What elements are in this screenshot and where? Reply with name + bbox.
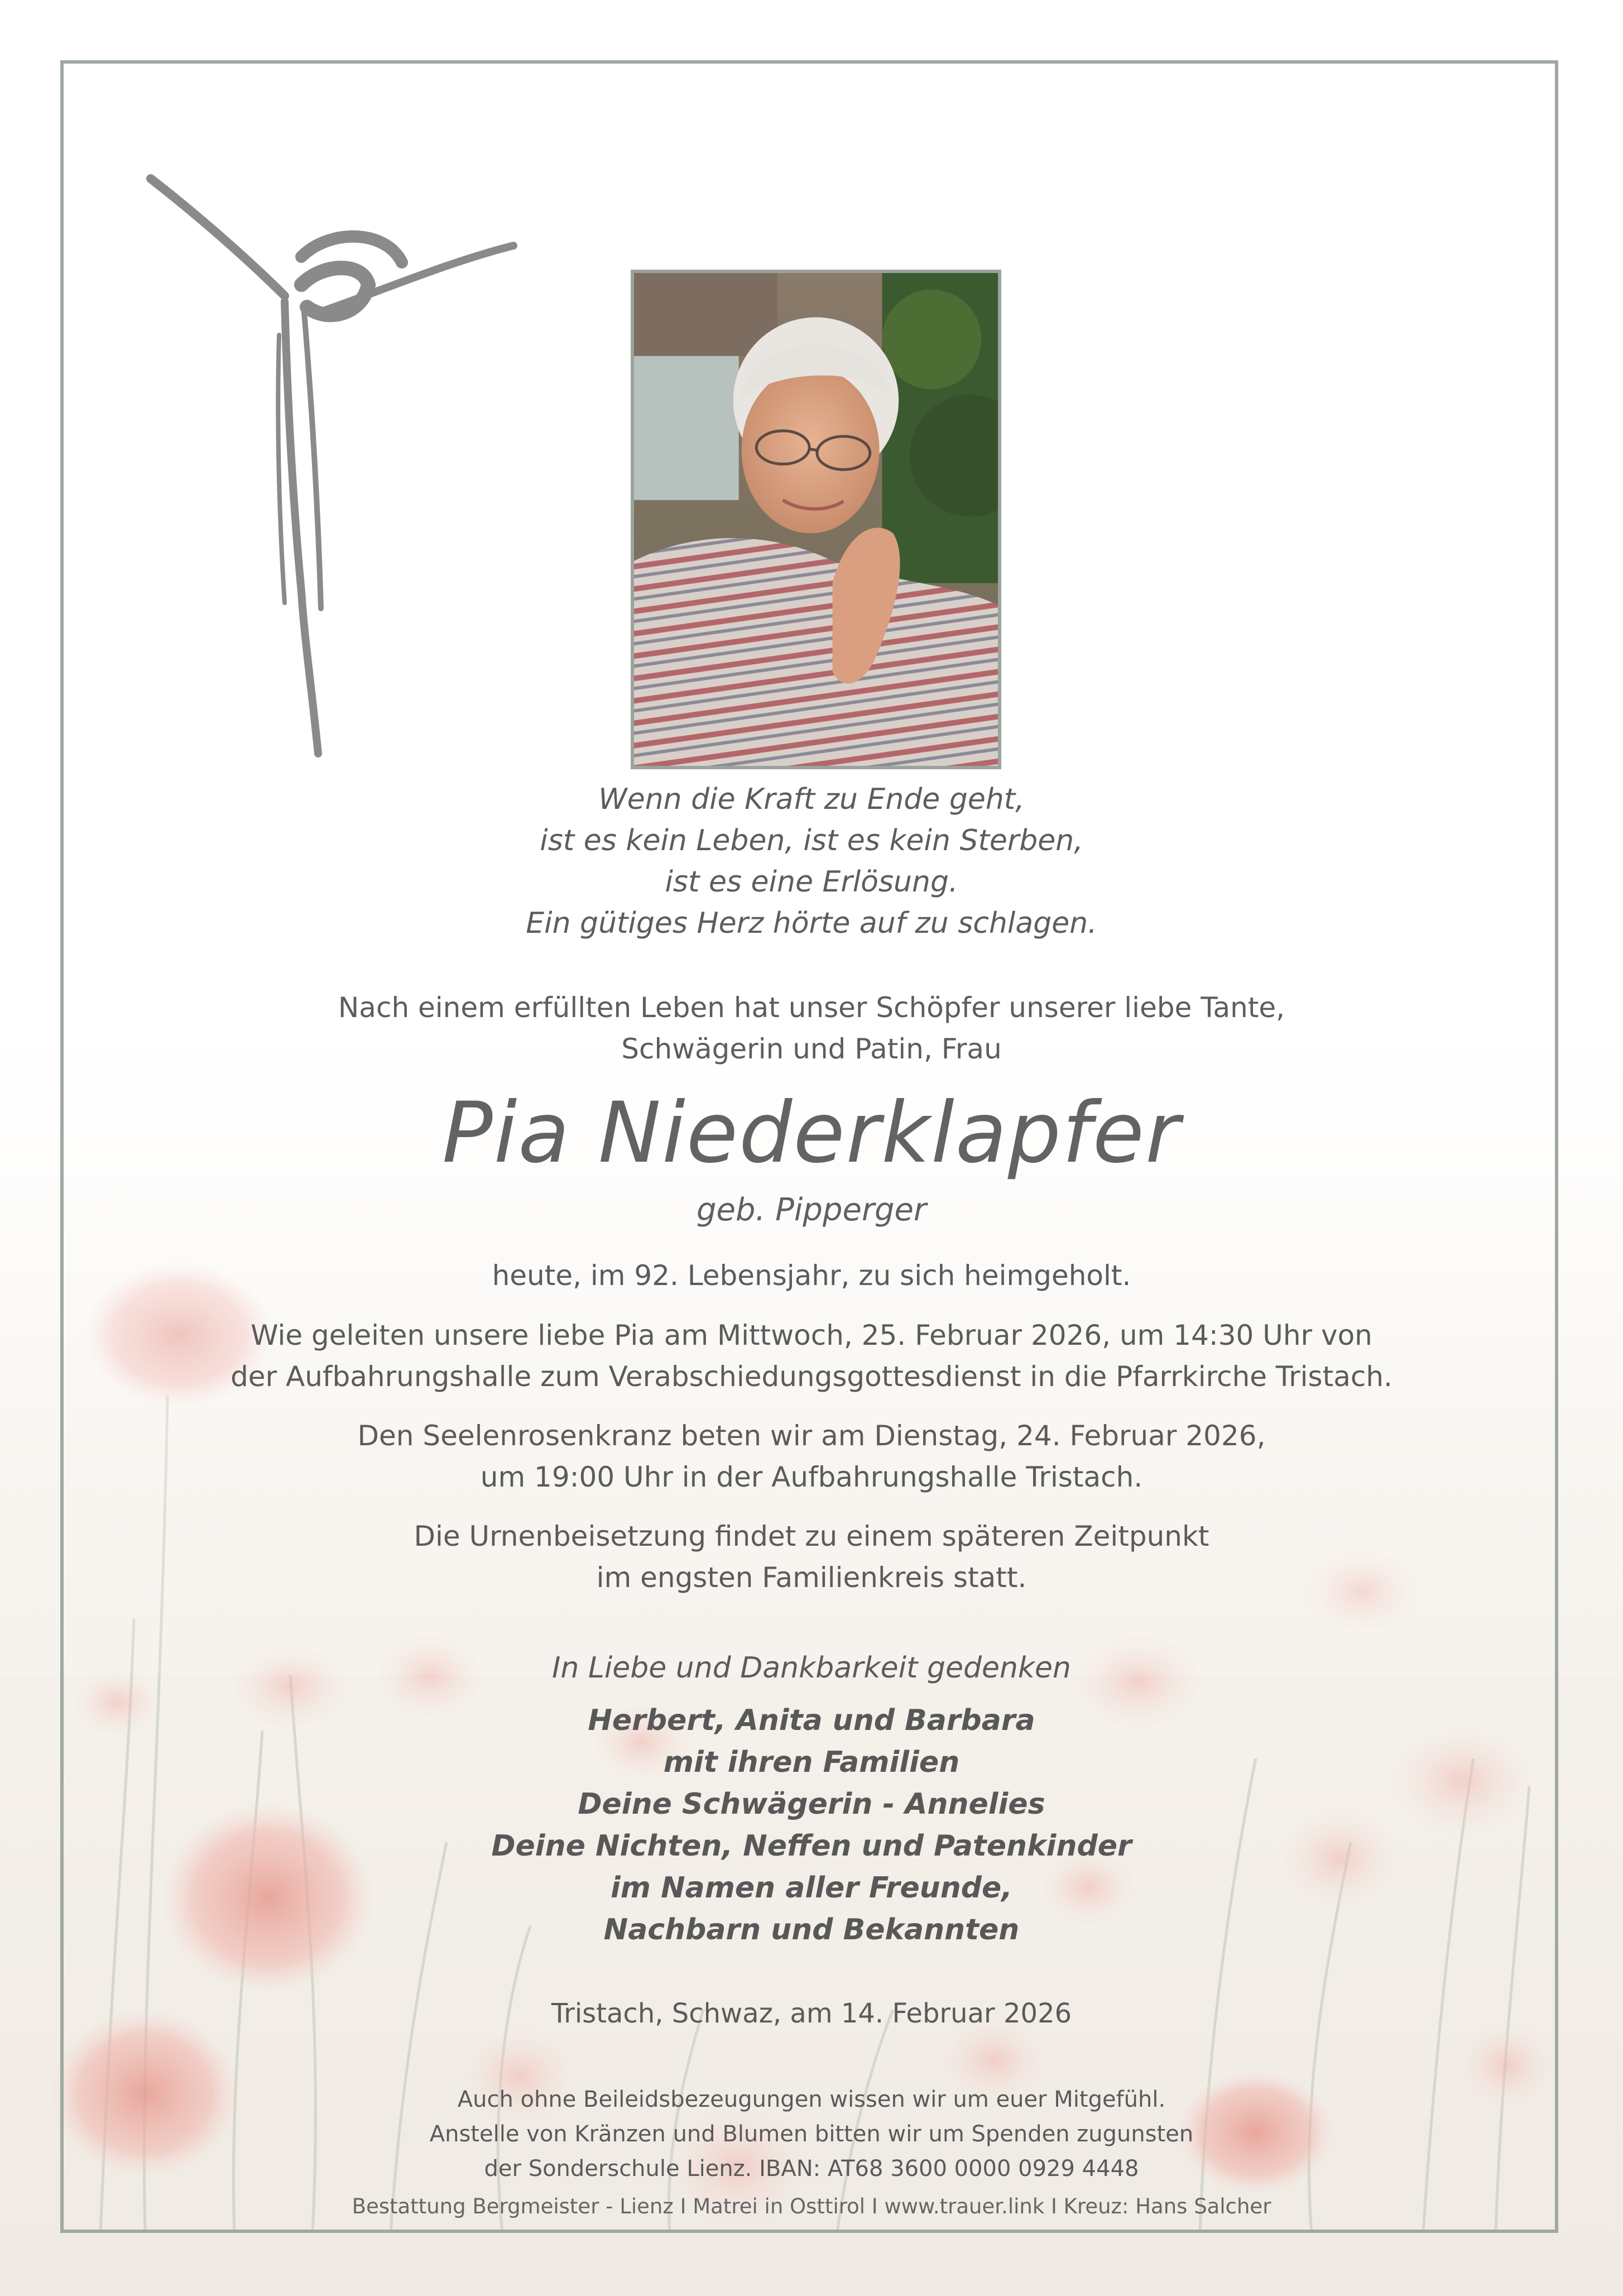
memorial-poem: [167, 779, 1456, 944]
portrait-photo: [631, 270, 1001, 769]
passing-text: heute, im 92. Lebensjahr, zu sich heimgeholt.: [492, 1259, 1131, 1292]
mourner-line: mit ihren Familien: [663, 1746, 960, 1779]
mourner-line: im Namen aller Freunde,: [610, 1871, 1013, 1905]
mourner-line: Deine Schwägerin - Annelies: [578, 1787, 1045, 1821]
intro-line: Schwägerin und Patin, Frau: [621, 1033, 1002, 1065]
urn-line: im engsten Familienkreis statt.: [596, 1561, 1027, 1594]
rosary-info: [167, 1415, 1456, 1498]
mourner-line: Herbert, Anita und Barbara: [588, 1704, 1035, 1737]
poem-line: Wenn die Kraft zu Ende geht,: [598, 783, 1025, 816]
place-and-date: Tristach, Schwaz, am 14. Februar 2026: [551, 1998, 1072, 2029]
note-line: Anstelle von Kränzen und Blumen bitten wir um Spenden zugunsten: [429, 2121, 1194, 2147]
note-line: Auch ohne Beileidsbezeugungen wissen wir um euer Mitgefühl.: [457, 2087, 1166, 2112]
poem-line: Ein gütiges Herz hörte auf zu schlagen.: [526, 907, 1097, 940]
intro-text: [167, 987, 1456, 1070]
poem-line: ist es eine Erlösung.: [665, 865, 958, 899]
funeral-line: der Aufbahrungshalle zum Verabschiedungsgottesdienst in die Pfarrkirche Tristach.: [231, 1360, 1392, 1393]
urn-burial-info: [167, 1516, 1456, 1598]
mourner-line: Nachbarn und Bekannten: [603, 1913, 1020, 1947]
thanks-heading: In Liebe und Dankbarkeit gedenken: [552, 1651, 1071, 1685]
stylized-crucifix-icon: [134, 167, 536, 782]
intro-line: Nach einem erfüllten Leben hat unser Schöpfer unserer liebe Tante,: [338, 991, 1285, 1024]
mourner-line: Deine Nichten, Neffen und Patenkinder: [491, 1829, 1132, 1863]
rosary-line: Den Seelenrosenkranz beten wir am Dienstag, 24. Februar 2026,: [357, 1420, 1266, 1452]
funeral-info: [167, 1315, 1456, 1397]
mourners-list: [167, 1700, 1456, 1951]
funeral-home-footer: Bestattung Bergmeister - Lienz I Matrei in Osttirol I www.trauer.link I Kreuz: Hans Salcher: [352, 2194, 1271, 2218]
donation-note: [167, 2082, 1456, 2186]
note-line: der Sonderschule Lienz. IBAN: AT68 3600 0000 0929 4448: [484, 2156, 1139, 2182]
rosary-line: um 19:00 Uhr in der Aufbahrungshalle Tristach.: [480, 1461, 1143, 1493]
deceased-name: Pia Niederklapfer: [442, 1085, 1181, 1182]
maiden-name: geb. Pipperger: [696, 1192, 927, 1228]
funeral-line: Wie geleiten unsere liebe Pia am Mittwoch, 25. Februar 2026, um 14:30 Uhr von: [251, 1319, 1372, 1351]
poem-line: ist es kein Leben, ist es kein Sterben,: [540, 824, 1083, 857]
urn-line: Die Urnenbeisetzung findet zu einem späteren Zeitpunkt: [414, 1520, 1209, 1552]
